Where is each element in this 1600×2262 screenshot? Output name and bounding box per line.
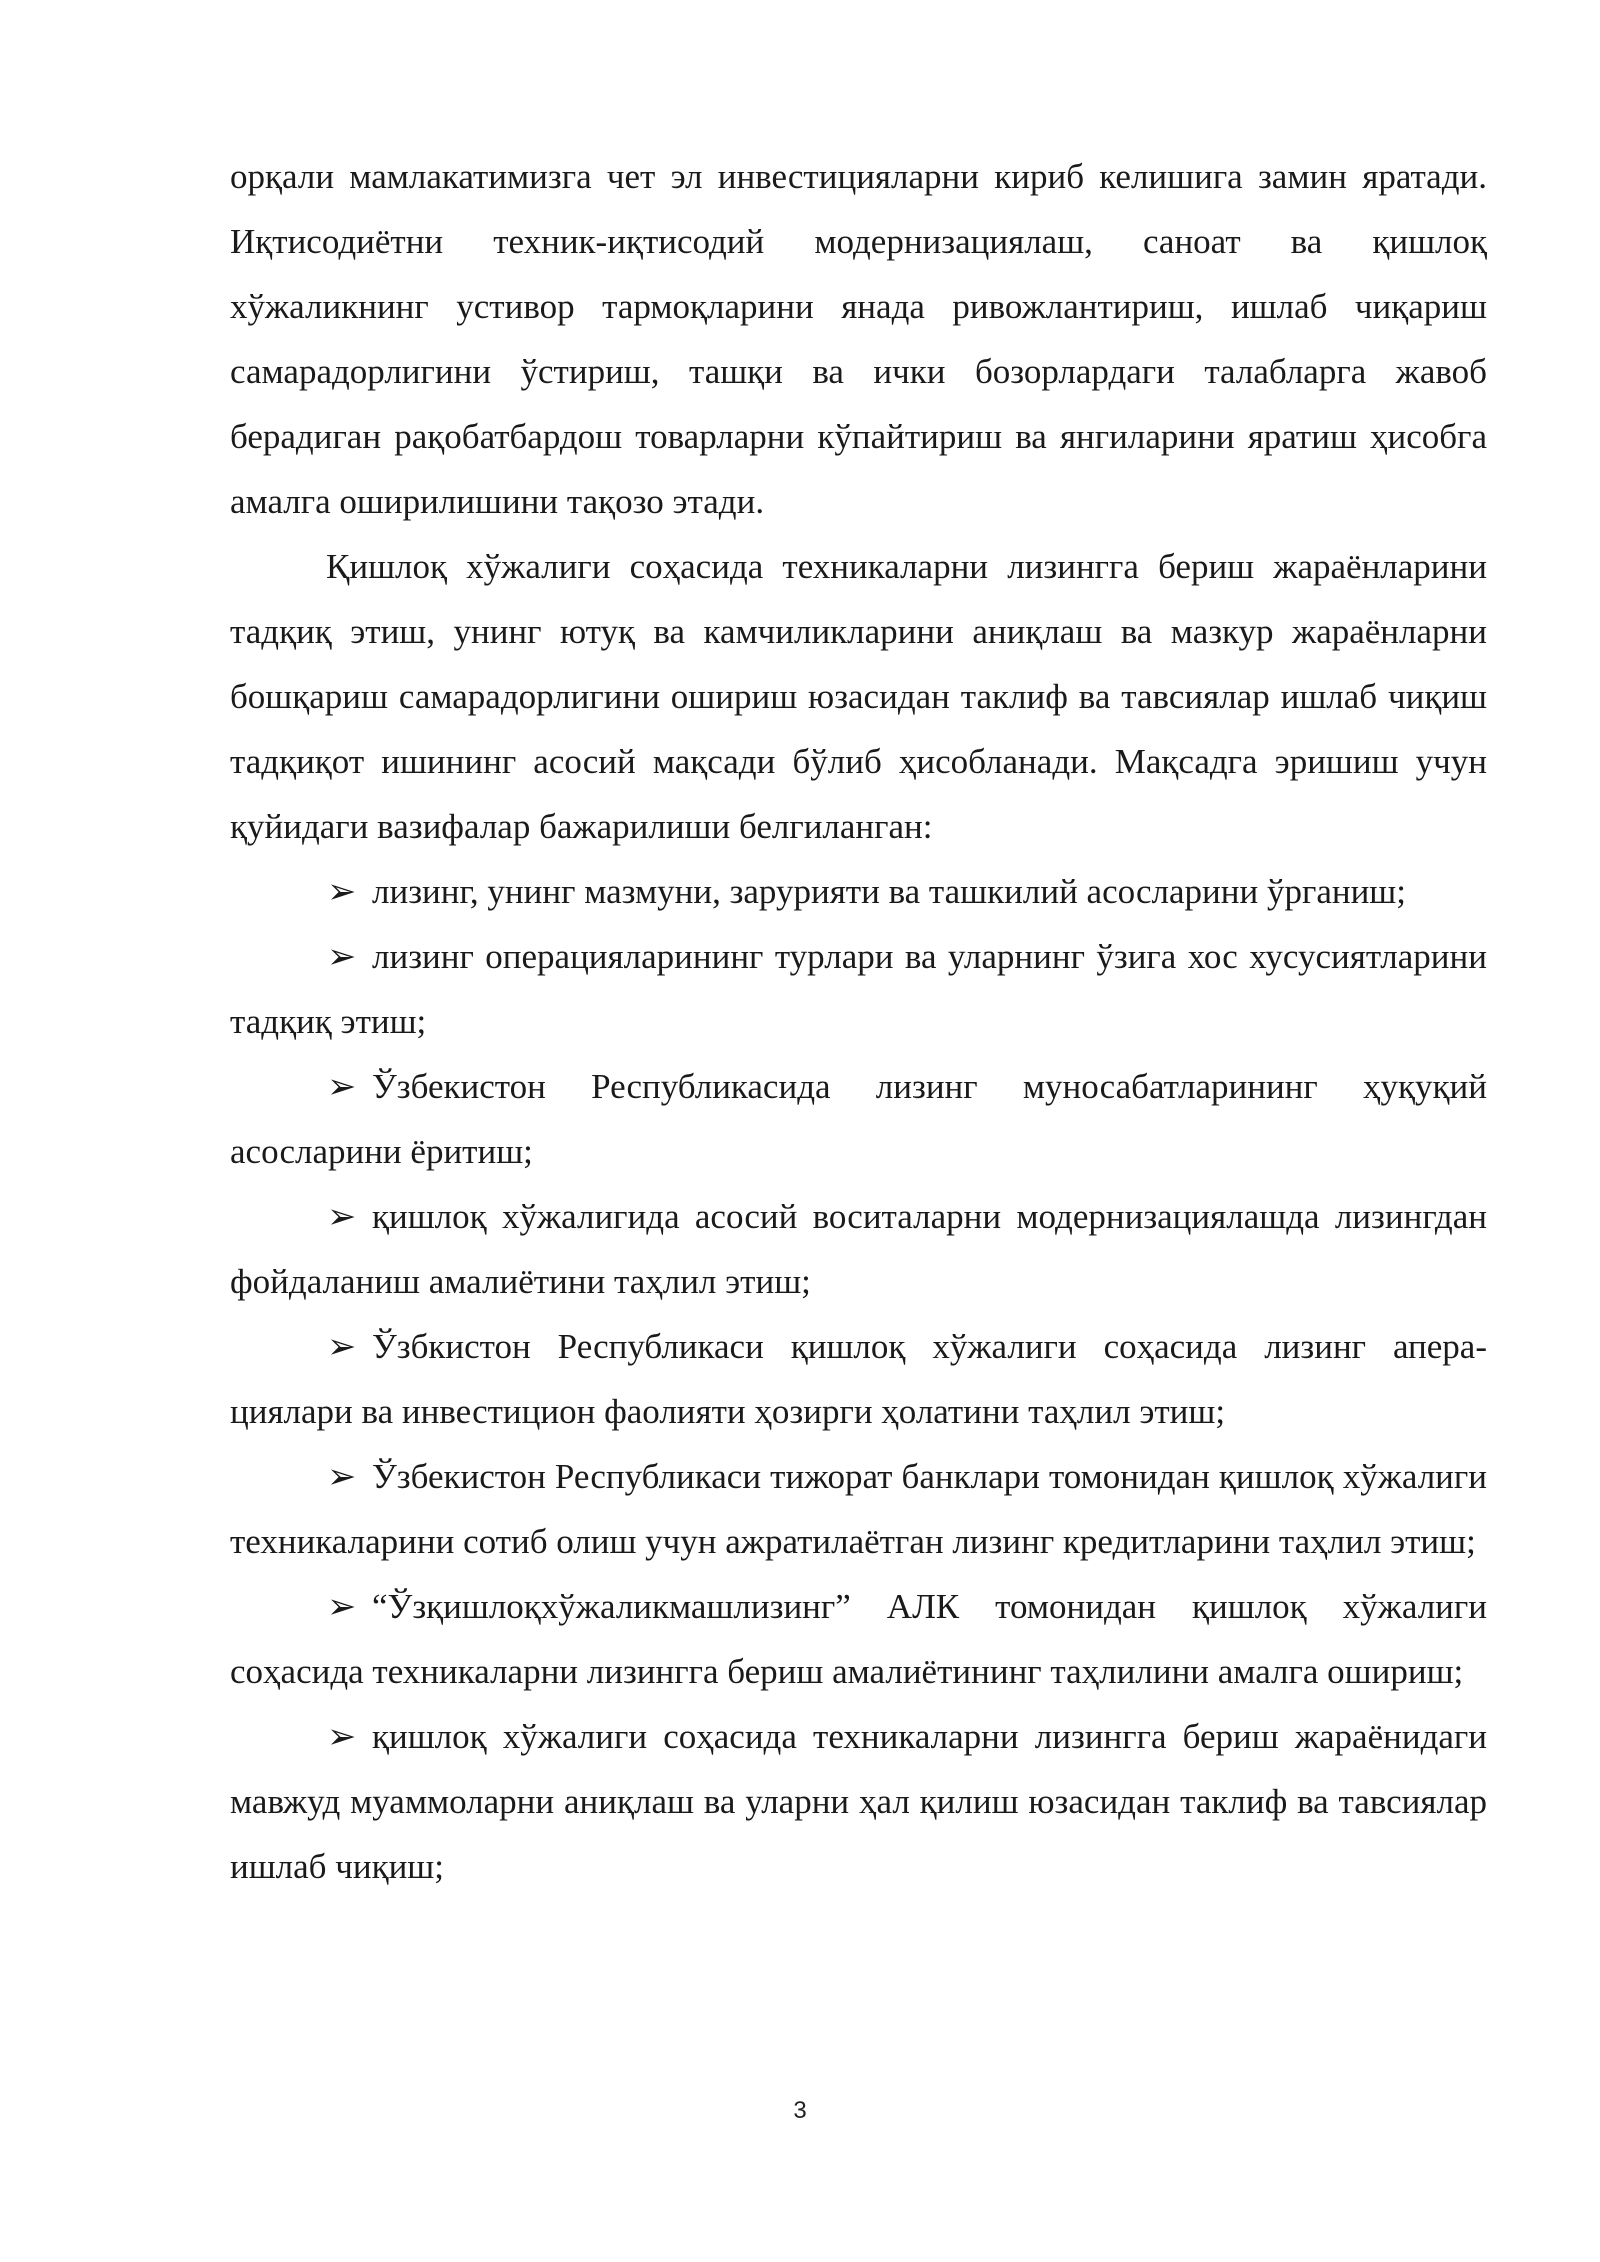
list-item	[230, 924, 1487, 1054]
arrow-bullet-icon: ➢	[327, 937, 357, 976]
arrow-bullet-icon: ➢	[327, 872, 357, 911]
list-item	[230, 1314, 1487, 1444]
page-number: 3	[793, 2097, 807, 2124]
arrow-bullet-icon: ➢	[327, 1587, 357, 1626]
list-item	[230, 1704, 1487, 1899]
paragraph-intro: орқали мамлакатимизга чет эл инвестицияларни кириб келишига замин яратади. Иқтисодиётни техник-иқтисодий модернизациялаш, саноат ва қишлоқ хўжаликнинг устивор тармоқларини янада ривожлантириш, ишлаб чиқариш самарадорлигини ўстириш, ташқи ва ички бозорлардаги талабларга жавоб берадиган рақобатбардош товарларни кўпайтириш ва янгиларини яратиш ҳисобга амалга оширилишини тақозо этади.	[230, 157, 1487, 521]
paragraph-goal: Қишлоқ хўжалиги соҳасида техникаларни лизингга бериш жараёнларини тадқиқ этиш, унинг ютуқ ва камчиликларини аниқлаш ва мазкур жараёнларни бошқариш самарадорлигини ошириш юзасидан таклиф ва тавсиялар ишлаб чиқиш тадқиқот ишининг асосий мақсади бўлиб ҳисобланади. Мақсадга эришиш учун қуйидаги вазифалар бажарилиши белгиланган:	[230, 547, 1487, 846]
list-item	[230, 1054, 1487, 1184]
list-item	[230, 1574, 1487, 1704]
list-item	[230, 859, 1487, 924]
arrow-bullet-icon: ➢	[327, 1067, 357, 1106]
list-item-text: Ўзбекистон Республикаси тижорат банклари томонидан қишлоқ хўжалиги техникаларини сотиб олиш учун ажратилаётган лизинг кредитларини таҳлил этиш;	[230, 1457, 1487, 1561]
list-item-text: Ўзбкистон Республикаси қишлоқ хўжалиги соҳасида лизинг аперациялари ва инвестицион фаолияти ҳозирги ҳолатини таҳлил этиш;	[230, 1327, 1487, 1431]
list-item	[230, 1184, 1487, 1314]
arrow-bullet-icon: ➢	[327, 1197, 357, 1236]
document-body	[230, 144, 1487, 1899]
list-item-text: Ўзбекистон Республикасида лизинг муносабатларининг ҳуқуқий асосларини ёритиш;	[230, 1067, 1487, 1171]
arrow-bullet-icon: ➢	[327, 1457, 357, 1496]
arrow-bullet-icon: ➢	[327, 1717, 357, 1756]
list-item-text: лизинг операцияларининг турлари ва уларнинг ўзига хос хусусиятларини тадқиқ этиш;	[230, 937, 1487, 1041]
list-item-text: қишлоқ хўжалигида асосий воситаларни модернизациялашда лизингдан фойдаланиш амалиётини таҳлил этиш;	[230, 1197, 1487, 1301]
arrow-bullet-icon: ➢	[327, 1327, 357, 1366]
list-item	[230, 1444, 1487, 1574]
list-item-text: қишлоқ хўжалиги соҳасида техникаларни лизингга бериш жараёнидаги мавжуд муаммоларни аниқлаш ва уларни ҳал қилиш юзасидан таклиф ва тавсиялар ишлаб чиқиш;	[230, 1717, 1487, 1886]
list-item-text: лизинг, унинг мазмуни, зарурияти ва ташкилий асосларини ўрганиш;	[372, 872, 1406, 911]
list-item-text: “Ўзқишлоқхўжаликмашлизинг” АЛК томонидан қишлоқ хўжалиги соҳасида техникаларни лизингга бериш амалиётининг таҳлилини амалга ошириш;	[230, 1587, 1487, 1691]
